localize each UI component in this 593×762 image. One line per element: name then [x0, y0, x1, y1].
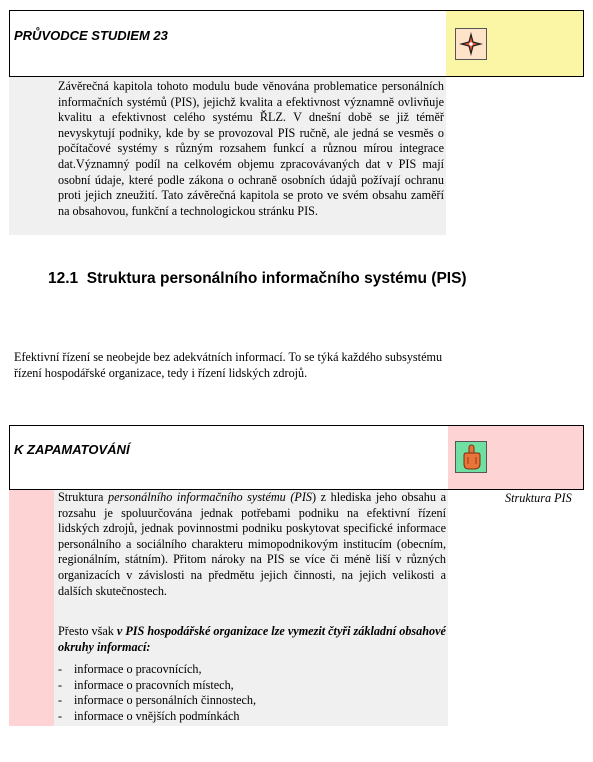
p1-part-a: Struktura: [58, 490, 108, 504]
compass-rose-icon: [455, 28, 487, 60]
pointing-hand-icon: [455, 441, 487, 473]
remember-paragraph-2: [58, 624, 446, 655]
guide-box-title: PRŮVODCE STUDIEM 23: [14, 28, 168, 43]
section-heading: 12.1 Struktura personálního informačního systému (PIS): [48, 270, 467, 287]
information-areas-list: [58, 662, 446, 724]
p1-part-b: ) z hlediska jeho obsahu a rozsahu je spoluurčována jednak potřebami podniku na efektivní řízení lidských zdrojů, jednak povinnostmi podniku poskytovat specifické informace personálního a sociálního charakteru mimopodnikovým institucím (obecním, regionálním, státním). Přitom nároky na PIS se více či méně liší v různých organizacích v závislosti na předmětu jejich činnosti, na jejich velikosti a dalších skutečnostech.: [58, 490, 446, 598]
margin-note: Struktura PIS: [505, 491, 572, 505]
guide-text: Závěrečná kapitola tohoto modulu bude věnována problematice personálních informačních systémů (PIS), jejichž kvalita a efektivnost významně ovlivňuje kvalitu a efektivnost celého systému ŘLZ. V dnešní době se již téměř nevyskytují podniky, kde by se provozoval PIS ručně, ale jedná se vesměs o počítačové systémy s různým rozsahem funkcí a různou mírou integrace dat.Významný podíl na celkovém objemu zpracovávaných dat v PIS mají osobní údaje, které podle zákona o ochraně osobních údajů požívají ochranu proti jejich zneužití. Tato závěrečná kapitola se proto ve svém obsahu zaměří na obsahovou, funkční a technologickou stránku PIS.: [58, 79, 444, 218]
p1-emphasis: personálního informačního systému (PIS: [107, 490, 312, 504]
guide-box-header: [9, 10, 447, 77]
p2-part-a: Přesto však: [58, 624, 117, 638]
list-item: - informace o pracovnících,: [58, 662, 446, 678]
list-item: - informace o personálních činnostech,: [58, 693, 446, 709]
remember-margin-strip: [9, 490, 54, 726]
p2-emphasis: v PIS hospodářské organizace lze vymezit čtyři základní obsahové okruhy informací:: [58, 624, 446, 654]
remember-paragraph-1: [58, 490, 446, 599]
list-item: - informace o vnějších podmínkách: [58, 709, 446, 725]
list-item: - informace o pracovních místech,: [58, 678, 446, 694]
guide-margin-strip: [9, 77, 54, 235]
remember-box-header: [9, 425, 449, 490]
section-intro: Efektivní řízení se neobejde bez adekvátních informací. To se týká každého subsystému řízení hospodářské organizace, tedy i řízení lidských zdrojů.: [14, 350, 443, 380]
remember-box-title: K ZAPAMATOVÁNÍ: [14, 442, 130, 457]
